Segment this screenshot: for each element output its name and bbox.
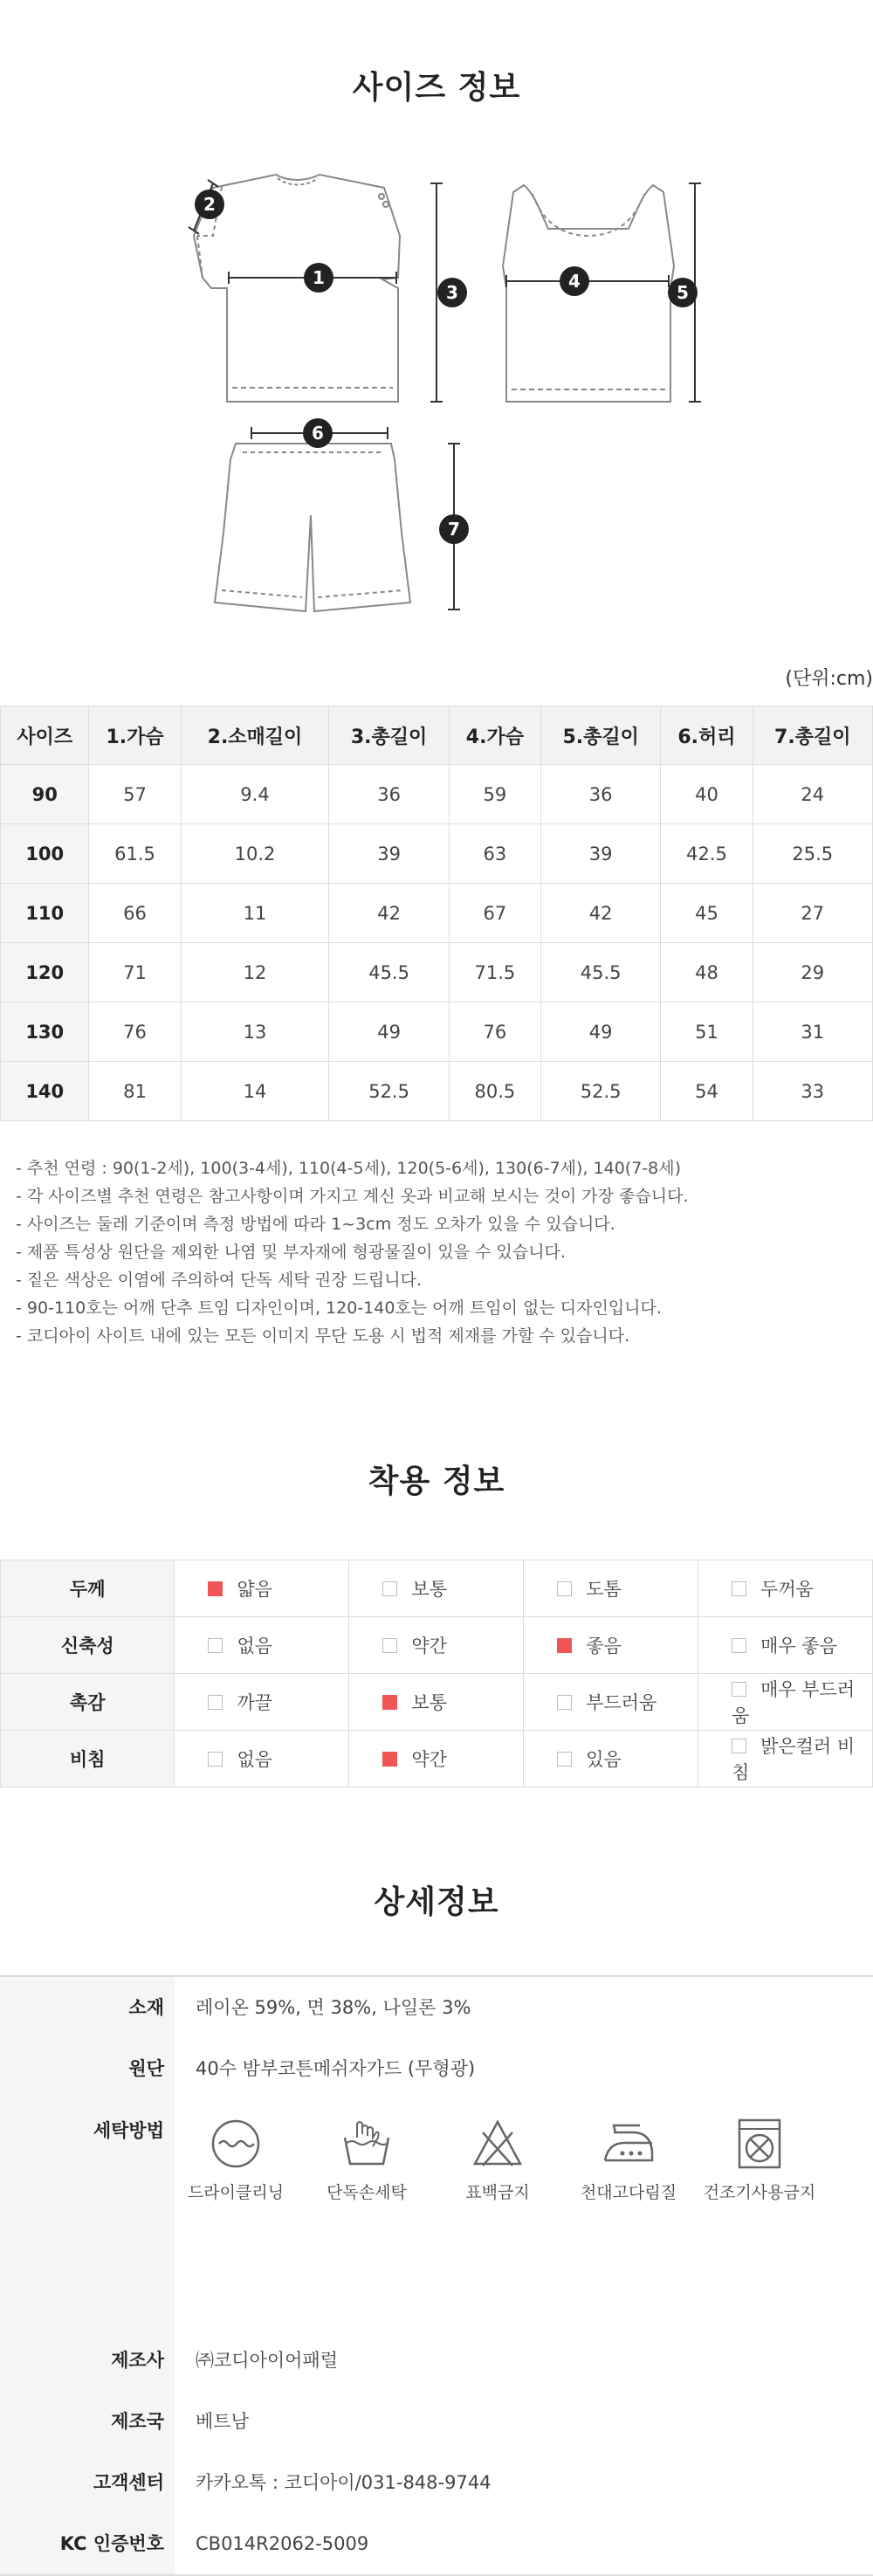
no-tumble-dry-icon	[732, 2117, 787, 2171]
size-col-header: 1.가슴	[89, 706, 181, 765]
table-cell: 120	[1, 943, 89, 1002]
wear-option	[349, 1674, 524, 1731]
checkbox-icon	[732, 1682, 746, 1697]
size-col-header: 7.총길이	[753, 706, 872, 765]
table-cell: 31	[753, 1002, 872, 1062]
marker-label-7: 7	[448, 519, 460, 540]
wear-option	[349, 1617, 524, 1674]
table-cell: 57	[89, 765, 181, 824]
size-col-header: 사이즈	[1, 706, 89, 765]
table-cell: 33	[753, 1062, 872, 1121]
table-row	[1, 884, 873, 943]
checkbox-icon	[382, 1581, 397, 1596]
checkbox-icon	[732, 1581, 746, 1596]
detail-row-material	[0, 1977, 873, 2038]
no-bleach-icon	[471, 2117, 525, 2171]
unit-note: (단위:cm)	[785, 668, 873, 690]
table-cell: 67	[449, 884, 540, 943]
size-col-header: 4.가슴	[449, 706, 540, 765]
wear-option	[175, 1560, 349, 1617]
detail-value: CB014R2062-5009	[196, 2533, 369, 2554]
checkbox-icon	[732, 1739, 746, 1753]
table-cell: 51	[661, 1002, 753, 1062]
wear-row-elasticity	[1, 1617, 873, 1674]
wear-row-label: 신축성	[1, 1617, 175, 1674]
size-col-header: 5.총길이	[540, 706, 660, 765]
table-cell: 14	[181, 1062, 329, 1121]
table-cell: 45.5	[540, 943, 660, 1002]
marker-label-3: 3	[446, 282, 458, 303]
table-cell: 45.5	[329, 943, 449, 1002]
table-cell: 71	[89, 943, 181, 1002]
wear-option	[175, 1674, 349, 1731]
detail-row-fabric	[0, 2038, 873, 2099]
wear-row-label: 촉감	[1, 1674, 175, 1731]
table-cell: 76	[89, 1002, 181, 1062]
wear-option-label: 약간	[411, 1749, 447, 1770]
wear-option-label: 있음	[586, 1749, 622, 1770]
size-col-header: 2.소매길이	[181, 706, 329, 765]
detail-label: 제조국	[0, 2391, 175, 2452]
wear-option-label: 부드러움	[586, 1692, 657, 1713]
detail-row-kc	[0, 2513, 873, 2574]
table-row	[1, 765, 873, 824]
table-cell: 80.5	[449, 1062, 540, 1121]
wear-option-label: 도톰	[586, 1579, 622, 1600]
wash-label: 드라이클리닝	[187, 2183, 285, 2202]
table-cell: 90	[1, 765, 89, 824]
table-cell: 100	[1, 824, 89, 884]
size-table-header	[1, 706, 873, 765]
table-row	[1, 1062, 873, 1121]
detail-row-cs	[0, 2452, 873, 2513]
size-col-header: 3.총길이	[329, 706, 449, 765]
table-row	[1, 1002, 873, 1062]
wash-label: 천대고다림질	[580, 2183, 677, 2202]
checkbox-icon	[208, 1581, 223, 1596]
detail-label: 세탁방법	[0, 2099, 175, 2330]
table-cell: 11	[181, 884, 329, 943]
table-cell: 48	[661, 943, 753, 1002]
note-item: - 짙은 색상은 이염에 주의하여 단독 세탁 권장 드립니다.	[16, 1271, 423, 1290]
note-item: - 사이즈는 둘레 기준이며 측정 방법에 따라 1~3cm 정도 오차가 있을 수 있습니다.	[16, 1215, 615, 1234]
table-cell: 12	[181, 943, 329, 1002]
checkbox-icon	[382, 1752, 397, 1767]
wear-row-thickness	[1, 1560, 873, 1617]
wash-item	[436, 2117, 559, 2203]
checkbox-icon	[732, 1638, 746, 1653]
table-row	[1, 824, 873, 884]
detail-label: 원단	[0, 2038, 175, 2099]
detail-value: 베트남	[196, 2411, 249, 2432]
detail-value: 레이온 59%, 면 38%, 나일론 3%	[196, 1997, 471, 2018]
table-cell: 24	[753, 765, 872, 824]
detail-label: 제조사	[0, 2330, 175, 2391]
tanktop-outline	[503, 185, 674, 402]
size-col-header: 6.허리	[661, 706, 753, 765]
wear-option	[698, 1560, 873, 1617]
table-cell: 81	[89, 1062, 181, 1121]
hand-wash-icon	[340, 2117, 394, 2171]
table-cell: 39	[329, 824, 449, 884]
detail-value: 카카오톡 : 코디아이/031-848-9744	[196, 2472, 491, 2493]
table-cell: 54	[661, 1062, 753, 1121]
table-cell: 42.5	[661, 824, 753, 884]
table-cell: 76	[449, 1002, 540, 1062]
table-cell: 39	[540, 824, 660, 884]
size-notes	[16, 1154, 689, 1350]
wash-label: 건조기사용금지	[703, 2183, 816, 2202]
table-cell: 49	[540, 1002, 660, 1062]
checkbox-icon	[208, 1752, 223, 1767]
checkbox-icon	[382, 1638, 397, 1653]
table-cell: 52.5	[329, 1062, 449, 1121]
wear-option-label: 매우 부드러움	[732, 1679, 856, 1726]
wash-label: 표백금지	[465, 2183, 530, 2202]
note-item: - 90-110호는 어깨 단추 트임 디자인이며, 120-140호는 어깨 트임이 없는 디자인입니다.	[16, 1298, 662, 1318]
wash-item	[175, 2117, 297, 2203]
wear-option-label: 얇음	[237, 1579, 273, 1600]
size-info-title: 사이즈 정보	[352, 70, 521, 106]
table-cell: 42	[329, 884, 449, 943]
garment-size-diagram	[0, 148, 873, 637]
wear-option	[524, 1731, 698, 1787]
table-cell: 45	[661, 884, 753, 943]
note-item: - 코디아이 사이트 내에 있는 모든 이미지 무단 도용 시 법적 제재를 가할 수 있습니다.	[16, 1326, 630, 1346]
detail-row-wash	[0, 2099, 873, 2330]
wear-option	[698, 1674, 873, 1731]
wear-option	[175, 1617, 349, 1674]
wear-option-label: 밝은컬러 비침	[732, 1736, 856, 1783]
detail-row-country	[0, 2391, 873, 2452]
checkbox-icon	[557, 1638, 572, 1653]
table-cell: 36	[329, 765, 449, 824]
wear-option-label: 없음	[237, 1749, 273, 1770]
table-cell: 59	[449, 765, 540, 824]
table-cell: 63	[449, 824, 540, 884]
table-cell: 52.5	[540, 1062, 660, 1121]
table-cell: 10.2	[181, 824, 329, 884]
table-cell: 36	[540, 765, 660, 824]
wear-option	[175, 1731, 349, 1787]
shorts-outline	[215, 444, 410, 611]
wear-option-label: 없음	[237, 1636, 273, 1656]
table-cell: 29	[753, 943, 872, 1002]
detail-info-table	[0, 1975, 873, 2576]
wear-option	[524, 1617, 698, 1674]
wear-option-label: 보통	[411, 1579, 447, 1600]
wear-info-title: 착용 정보	[368, 1464, 505, 1499]
wash-label: 단독손세탁	[327, 2183, 407, 2202]
note-item: - 제품 특성상 원단을 제외한 나염 및 부자재에 형광물질이 있을 수 있습니다.	[16, 1243, 566, 1262]
table-cell: 40	[661, 765, 753, 824]
dry-clean-icon	[209, 2117, 263, 2171]
table-row	[1, 943, 873, 1002]
wear-row-label: 비침	[1, 1731, 175, 1787]
wear-option	[698, 1731, 873, 1787]
tshirt-outline	[194, 175, 400, 402]
marker-label-5: 5	[677, 282, 689, 303]
table-cell: 110	[1, 884, 89, 943]
table-cell: 130	[1, 1002, 89, 1062]
diagram-markers	[195, 189, 698, 544]
marker-label-6: 6	[312, 423, 324, 444]
table-cell: 140	[1, 1062, 89, 1121]
checkbox-icon	[557, 1581, 572, 1596]
wash-item	[306, 2117, 428, 2203]
wear-option	[349, 1731, 524, 1787]
note-item: - 추천 연령 : 90(1-2세), 100(3-4세), 110(4-5세), 120(5-6세), 130(6-7세), 140(7-8세)	[16, 1159, 682, 1178]
wear-option	[524, 1560, 698, 1617]
table-cell: 13	[181, 1002, 329, 1062]
note-item: - 각 사이즈별 추천 연령은 참고사항이며 가지고 계신 옷과 비교해 보시는 것이 가장 좋습니다.	[16, 1187, 689, 1206]
detail-row-maker	[0, 2330, 873, 2391]
table-cell: 42	[540, 884, 660, 943]
detail-info-title: 상세정보	[374, 1884, 499, 1920]
wear-row-texture	[1, 1674, 873, 1731]
wear-row-sheerness	[1, 1731, 873, 1787]
wear-row-label: 두께	[1, 1560, 175, 1617]
detail-label: 고객센터	[0, 2452, 175, 2513]
table-cell: 66	[89, 884, 181, 943]
wear-option-label: 좋음	[586, 1636, 622, 1656]
wear-info-table	[0, 1560, 873, 1787]
wear-option-label: 두꺼움	[760, 1579, 814, 1600]
table-cell: 9.4	[181, 765, 329, 824]
table-cell: 49	[329, 1002, 449, 1062]
checkbox-icon	[208, 1638, 223, 1653]
wear-option-label: 매우 좋음	[760, 1636, 837, 1656]
marker-label-2: 2	[203, 194, 216, 215]
wash-icons	[175, 2099, 873, 2330]
checkbox-icon	[208, 1695, 223, 1710]
checkbox-icon	[557, 1752, 572, 1767]
wash-item	[698, 2117, 821, 2203]
wear-option	[349, 1560, 524, 1617]
detail-value: ㈜코디아이어패럴	[196, 2350, 339, 2371]
table-cell: 71.5	[449, 943, 540, 1002]
marker-label-4: 4	[568, 271, 581, 292]
wash-item	[567, 2117, 690, 2203]
checkbox-icon	[557, 1695, 572, 1710]
wear-option	[524, 1674, 698, 1731]
wear-option-label: 보통	[411, 1692, 447, 1713]
checkbox-icon	[382, 1695, 397, 1710]
marker-label-1: 1	[313, 267, 325, 288]
table-cell: 61.5	[89, 824, 181, 884]
table-cell: 27	[753, 884, 872, 943]
size-table	[0, 706, 873, 1121]
detail-label: 소재	[0, 1977, 175, 2038]
wear-option-label: 까끌	[237, 1692, 273, 1713]
wear-option	[698, 1617, 873, 1674]
wear-option-label: 약간	[411, 1636, 447, 1656]
iron-icon	[601, 2117, 656, 2171]
detail-value: 40수 밤부코튼메쉬자가드 (무형광)	[196, 2058, 476, 2079]
detail-label: KC 인증번호	[0, 2513, 175, 2574]
table-cell: 25.5	[753, 824, 872, 884]
